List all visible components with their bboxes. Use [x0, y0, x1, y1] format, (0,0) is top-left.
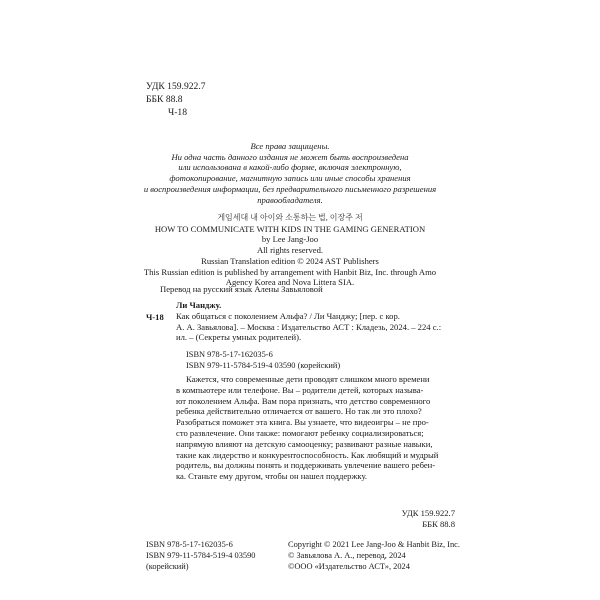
annotation-line: сто развлечение. Они также: помогают ребенку социализироваться; — [176, 427, 424, 438]
bbk-code: ББК 88.8 — [146, 94, 183, 105]
udk-code: УДК 159.922.7 — [401, 508, 455, 518]
bib-line: А. А. Завьялова]. – Москва : Издательство АСТ : Кладезь, 2024. – 224 с.: — [176, 321, 442, 332]
bib-line: Как общаться с поколением Альфа? / Ли Чанджу; [пер. с кор. — [176, 311, 400, 321]
arrangement-line: This Russian edition is published by arrangement with Hanbit Biz, Inc. through Amo — [143, 266, 437, 277]
translator-credit: Перевод на русский язык Алены Завьяловой — [160, 284, 323, 294]
annotation-line: родитель, вы должны понять и поддерживать увлечение вашего ребен- — [176, 460, 436, 471]
original-edition-info — [140, 213, 440, 288]
copyright-line: ©ООО «Издательство АСТ», 2024 — [288, 561, 410, 571]
annotation-line: такие как лидерство и конкурентоспособность. Как любящий и мудрый — [176, 449, 439, 460]
rights-notice — [140, 141, 440, 205]
arrangement-line: Agency Korea and Nova Littera SIA. — [225, 277, 355, 288]
annotation-line: ют поколением Альфа. Вам пора признать, что детство современного — [176, 395, 431, 406]
rights-line: Ни одна часть данного издания не может быть воспроизведена — [171, 151, 409, 162]
bbk-code: ББК 88.8 — [422, 519, 455, 529]
rights-line: фотокопирование, магнитную запись или иные способы хранения — [169, 173, 411, 184]
original-author: by Lee Jang-Joo — [261, 234, 319, 245]
rights-line: или использована в какой-либо форме, включая электронную, — [178, 162, 402, 173]
isbn-russian: ISBN 978-5-17-162035-6 — [186, 350, 273, 359]
korean-title: 게임세대 내 아이와 소통하는 법, 이장주 저 — [217, 213, 363, 222]
catalog-isbn-list — [176, 349, 340, 371]
copyright-line: Copyright © 2021 Lee Jang-Joo & Hanbit Biz, Inc. — [288, 540, 460, 549]
isbn-korean: ISBN 979-11-5784-519-4 03590 — [146, 550, 256, 560]
catalog-cipher: Ч-18 — [146, 312, 164, 322]
bib-line: ил. – (Секреты умных родителей). — [176, 332, 302, 342]
rights-line: Все права защищены. — [250, 141, 330, 151]
rights-line: и воспроизведения информации, без предварительного письменного разрешения — [143, 183, 437, 194]
isbn-korean-note: (корейский) — [146, 561, 189, 571]
annotation-line: Разобраться поможет эта книга. Вы узнаете, что видеоигры – не про- — [176, 417, 429, 428]
classification-block — [146, 80, 206, 119]
rights-reserved: All rights reserved. — [256, 245, 324, 256]
annotation-line: напрямую влияют на детскую самооценку; развивают разные навыки, — [176, 438, 433, 449]
annotation-line: ка. Станьте ему другом, чтобы он нашел поддержку. — [176, 471, 368, 482]
translation-edition: Russian Translation edition © 2024 AST Publishers — [201, 255, 379, 266]
udk-code: УДК 159.922.7 — [146, 81, 206, 92]
catalog-author: Ли Чанджу. — [176, 300, 222, 310]
classification-footer — [402, 508, 455, 530]
annotation-line: в компьютере или телефоне. Вы – родители детей, которых называ- — [176, 384, 424, 395]
bibliographic-record — [176, 311, 454, 343]
rights-line: правообладателя. — [257, 194, 323, 205]
annotation-line: ребенка действительно отличается от вашего. Но так ли это плохо? — [176, 406, 422, 417]
copyright-block — [288, 540, 460, 572]
english-title: HOW TO COMMUNICATE WITH KIDS IN THE GAMING GENERATION — [154, 223, 426, 234]
author-cipher: Ч-18 — [168, 107, 188, 118]
annotation-line: Кажется, что современные дети проводят слишком много времени — [186, 374, 430, 384]
imprint-isbn-block — [146, 540, 256, 572]
copyright-line: © Завьялова А. А., перевод, 2024 — [288, 550, 406, 560]
book-annotation — [176, 374, 454, 482]
isbn-korean: ISBN 979-11-5784-519-4 03590 (корейский) — [186, 361, 341, 370]
isbn-russian: ISBN 978-5-17-162035-6 — [146, 540, 233, 549]
